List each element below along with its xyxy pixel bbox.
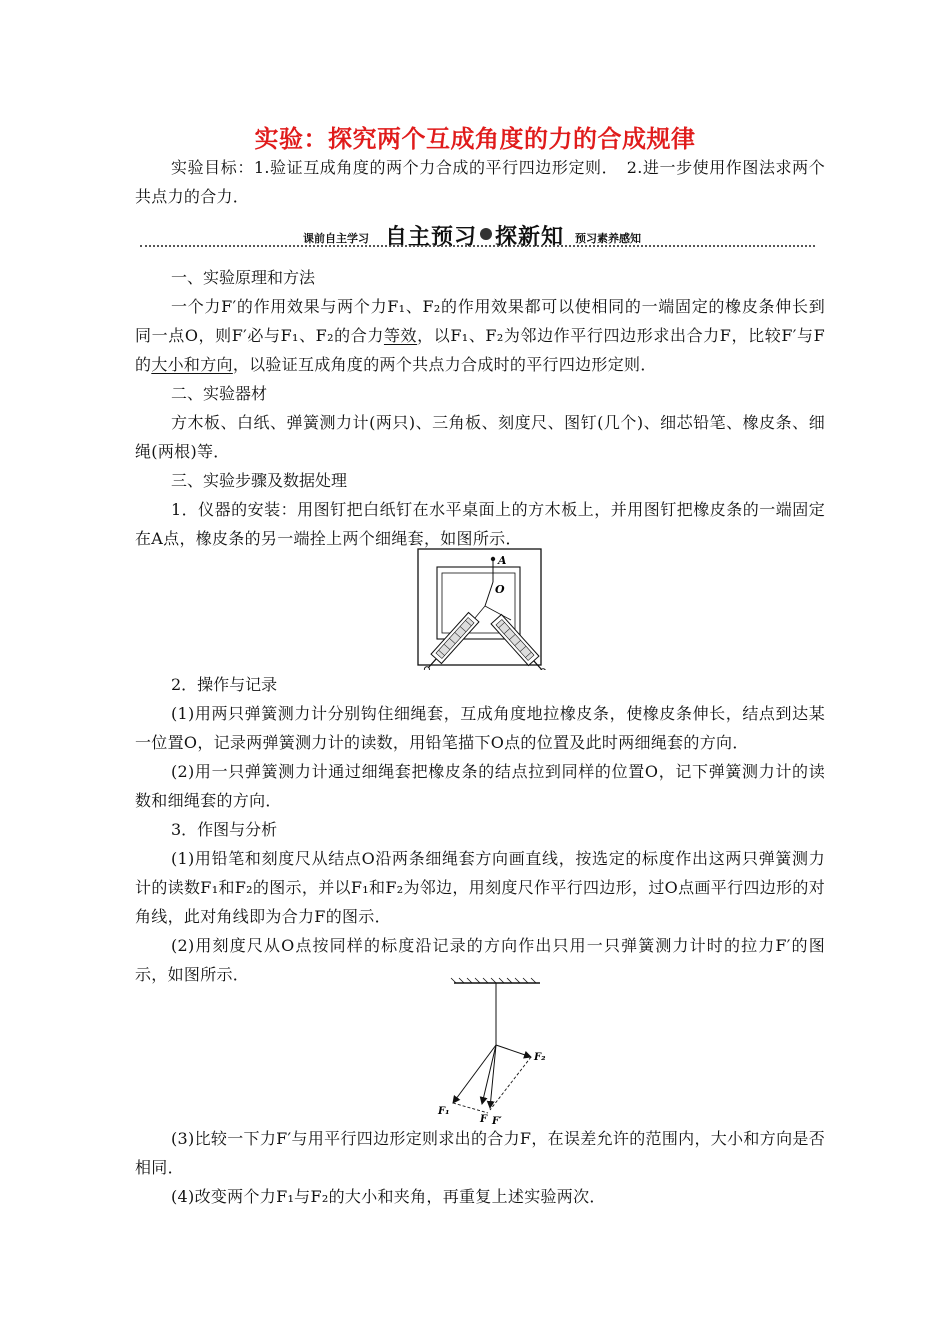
banner-title-1: 自主预习	[385, 225, 478, 250]
f-prime-label: F′	[492, 1116, 502, 1125]
section-1-text	[135, 292, 825, 379]
section-banner	[140, 218, 815, 248]
banner-left-label: 课前自主学习	[303, 232, 369, 245]
step-2-heading: 2．操作与记录	[171, 675, 278, 694]
section-2-heading: 二、实验器材	[171, 384, 268, 403]
step-2-1-text: (1)用两只弹簧测力计分别钩住细绳套，互成角度地拉橡皮条，使橡皮条伸长，结点到达某一位置O，记录两弹簧测力计的读数，用铅笔描下O点的位置及此时两细绳套的方向．	[135, 704, 825, 752]
f1-label: F₁	[438, 1106, 450, 1117]
step-3-2-text: (2)用刻度尺从O点按同样的标度沿记录的方向作出只用一只弹簧测力计时的拉力F′的图示，如图所示．	[135, 936, 825, 984]
step-3-3-text: (3)比较一下力F′与用平行四边形定则求出的合力F，在误差允许的范围内，大小和方向是否相同．	[135, 1129, 825, 1177]
banner-dot-icon	[480, 228, 492, 240]
page-title: 实验：探究两个互成角度的力的合成规律	[254, 125, 696, 153]
f2-label: F₂	[534, 1052, 546, 1063]
step-3-heading: 3．作图与分析	[171, 820, 278, 839]
section-1-text-c: ，以验证互成角度的两个共点力合成时的平行四边形定则．	[232, 355, 657, 374]
point-a-label: A	[498, 554, 507, 567]
point-o-label: O	[495, 583, 505, 596]
section-1-text-b: ，以F₁、F₂为邻边作平行四边形求出合力F，比较F′与F的	[135, 326, 825, 374]
underlined-equivalent: 等效	[383, 326, 418, 345]
step-3-4-text: (4)改变两个力F₁与F₂的大小和夹角，再重复上述实验两次．	[171, 1187, 606, 1206]
section-1-text-a: 一个力F′的作用效果与两个力F₁、F₂的作用效果都可以使相同的一端固定的橡皮条伸长到同一点O，则F′必与F₁、F₂的合力	[135, 297, 825, 345]
objective-text: 实验目标：1.验证互成角度的两个力合成的平行四边形定则． 2.进一步使用作图法求两个共点力的合力．	[135, 158, 825, 206]
section-1-heading: 一、实验原理和方法	[171, 268, 316, 287]
f-label: F	[480, 1114, 488, 1125]
banner-right-label: 预习素养感知	[575, 232, 641, 245]
force-parallelogram-figure	[430, 975, 570, 1125]
banner-divider	[140, 245, 815, 247]
section-2-text: 方木板、白纸、弹簧测力计(两只)、三角板、刻度尺、图钉(几个)、细芯铅笔、橡皮条、细绳(两根)等．	[135, 413, 825, 461]
underlined-magnitude-direction: 大小和方向	[151, 355, 233, 374]
banner-title-2: 探新知	[495, 225, 565, 250]
step-2-2-text: (2)用一只弹簧测力计通过细绳套把橡皮条的结点拉到同样的位置O，记下弹簧测力计的读数和细绳套的方向．	[135, 762, 825, 810]
step-3-1-text: (1)用铅笔和刻度尺从结点O沿两条细绳套方向画直线，按选定的标度作出这两只弹簧测力计的读数F₁和F₂的图示，并以F₁和F₂为邻边，用刻度尺作平行四边形，过O点画平行四边形的对角线，此对角线即为合力F的图示．	[135, 849, 825, 926]
apparatus-figure	[415, 548, 555, 670]
step-1-text: 1．仪器的安装：用图钉把白纸钉在水平桌面上的方木板上，并用图钉把橡皮条的一端固定在A点，橡皮条的另一端拴上两个细绳套，如图所示．	[135, 500, 825, 548]
section-3-heading: 三、实验步骤及数据处理	[171, 471, 348, 490]
